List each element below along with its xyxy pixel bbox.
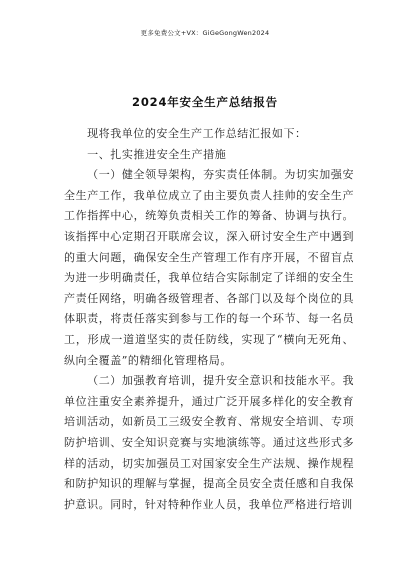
document-title: 2024年安全生产总结报告 — [132, 95, 278, 109]
body-paragraph: （二）加强教育培训，提升安全意识和技能水平。我单位注重安全素养提升，通过广泛开展多样化的安全教育培训活动，如新员工三级安全教育、常规安全培训、专项防护培训、安全知识竞赛与实地演练等。通过这些形式多样的活动，切实加强员工对国家安全生产法规、操作规程和防护知识的理解与掌握，提高全员安全责任感和自我保护意识。同时，针对特种作业人员，我单位严格进行培训 — [64, 374, 354, 511]
document-body — [64, 124, 354, 515]
header-note: 更多免费公文+VX：GiGeGongWen2024 — [140, 29, 270, 37]
body-paragraph: （一）健全领导架构，夯实责任体制。为切实加强安全生产工作，我单位成立了由主要负责人挂帅的安全生产工作指挥中心，统筹负责相关工作的筹备、协调与执行。该指挥中心定期召开联席会议，深入研讨安全生产中遇到的重大问题，确保安全生产管理工作有序开展，不留盲点为进一步明确责任，我单位结合实际制定了详细的安全生产责任网络，明确各级管理者、各部门以及每个岗位的具体职责，将责任落实到参与工作的每一个环节、每一名员工，形成一道道坚实的责任防线，实现了“横向无死角、纵向全覆盖”的精细化管理格局。 — [64, 168, 354, 367]
intro-paragraph: 现将我单位的安全生产工作总结汇报如下： — [87, 127, 307, 140]
section-heading: 一、扎实推进安全生产措施 — [87, 147, 227, 161]
